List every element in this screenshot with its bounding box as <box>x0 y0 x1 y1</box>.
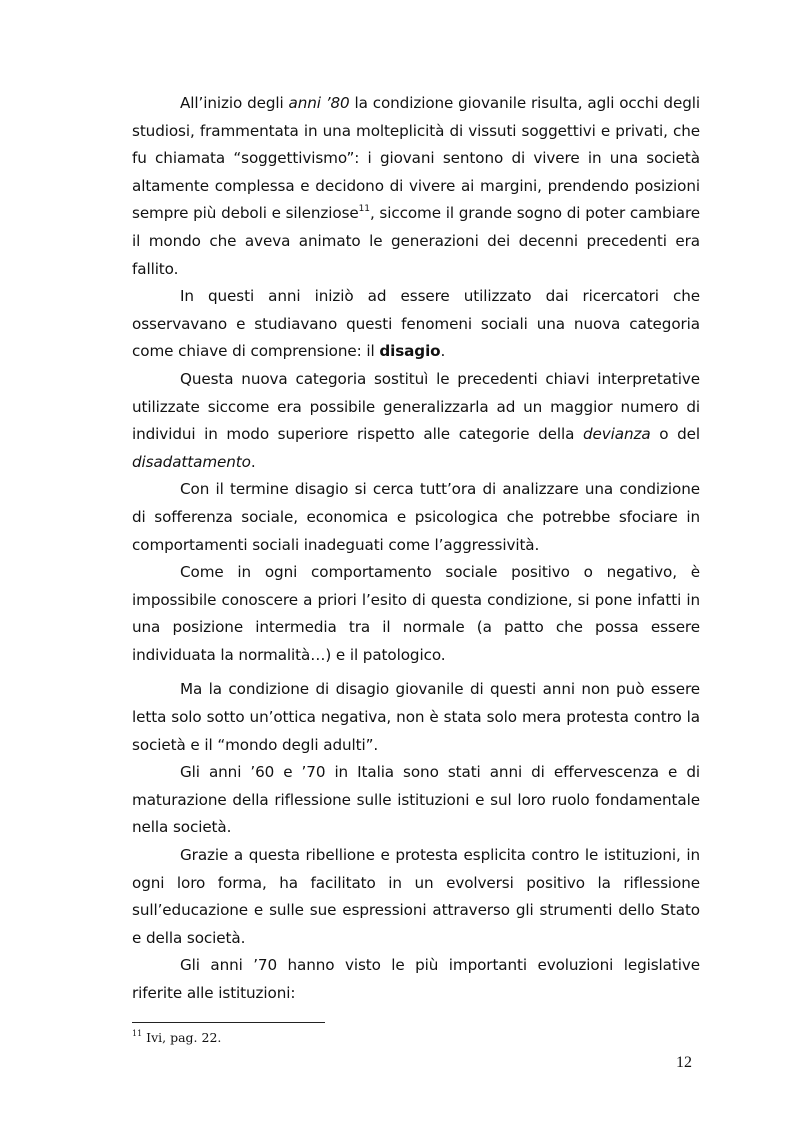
text-run: . <box>250 452 256 471</box>
footnote-text: Ivi, pag. 22. <box>142 1030 222 1045</box>
page-number: 12 <box>676 1054 692 1071</box>
text-run: . <box>440 342 446 361</box>
text-run: All’inizio degli <box>180 94 289 112</box>
bold-run: disagio <box>379 342 441 361</box>
italic-run: disadattamento <box>132 452 251 471</box>
footnote-marker: 11 <box>132 1028 143 1038</box>
footnote-reference: 11 <box>358 204 370 215</box>
paragraph-8: Grazie a questa ribellione e protesta esplicita contro le istituzioni, in ogni loro forma, ha facilitato in un evolversi positivo la riflessione sull’educazione e sulle sue espressioni attraverso gli strumenti dello Stato e della società. <box>132 846 700 947</box>
paragraph-5: Come in ogni comportamento sociale positivo o negativo, è impossibile conoscere a priori l’esito di questa condizione, si pone infatti in una posizione intermedia tra il normale (a patto che possa essere individuata la normalità…) e il patologico. <box>132 563 700 664</box>
paragraph-4: Con il termine disagio si cerca tutt’ora di analizzare una condizione di sofferenza sociale, economica e psicologica che potrebbe sfociare in comportamenti sociali inadeguati come l’aggressività. <box>132 480 700 554</box>
text-run: , siccome il grande sogno di poter cambiare il mondo che aveva animato le generazioni dei decenni precedenti era fallito. <box>132 204 701 278</box>
paragraph-1 <box>132 90 700 283</box>
italic-run: anni ’80 <box>288 94 350 112</box>
text-run: In questi anni iniziò ad essere utilizzato dai ricercatori che osservavano e studiavano questi fenomeni sociali una nuova categoria come chiave di comprensione: il <box>132 287 700 361</box>
italic-run: devianza <box>583 425 651 444</box>
text-run: o del <box>650 425 700 444</box>
text-run: Questa nuova categoria sostituì le precedenti chiavi interpretative utilizzate siccome era possibile generalizzarla ad un maggior numero di individui in modo superiore rispetto alle categorie della <box>132 369 700 444</box>
paragraph-2 <box>132 283 700 366</box>
footnote <box>132 1029 532 1047</box>
paragraph-6: Ma la condizione di disagio giovanile di questi anni non può essere letta solo sotto un’ottica negativa, non è stata solo mera protesta contro la società e il “mondo degli adulti”. <box>132 680 700 754</box>
paragraph-7: Gli anni ’60 e ’70 in Italia sono stati anni di effervescenza e di maturazione della riflessione sulle istituzioni e sul loro ruolo fondamentale nella società. <box>132 763 700 837</box>
paragraph-3 <box>132 366 700 476</box>
text-run: la condizione giovanile risulta, agli occhi degli studiosi, frammentata in una molteplicità di vissuti soggettivi e privati, che fu chiamata “soggettivismo”: i giovani sentono di vivere in una società altamente complessa e decidono di vivere ai margini, prendendo posizioni sempre più deboli e silenziose <box>132 94 700 223</box>
paragraph-9: Gli anni ’70 hanno visto le più importanti evoluzioni legislative riferite alle istituzioni: <box>132 956 700 1002</box>
body-text <box>132 90 700 1008</box>
footnote-divider <box>132 1022 325 1023</box>
